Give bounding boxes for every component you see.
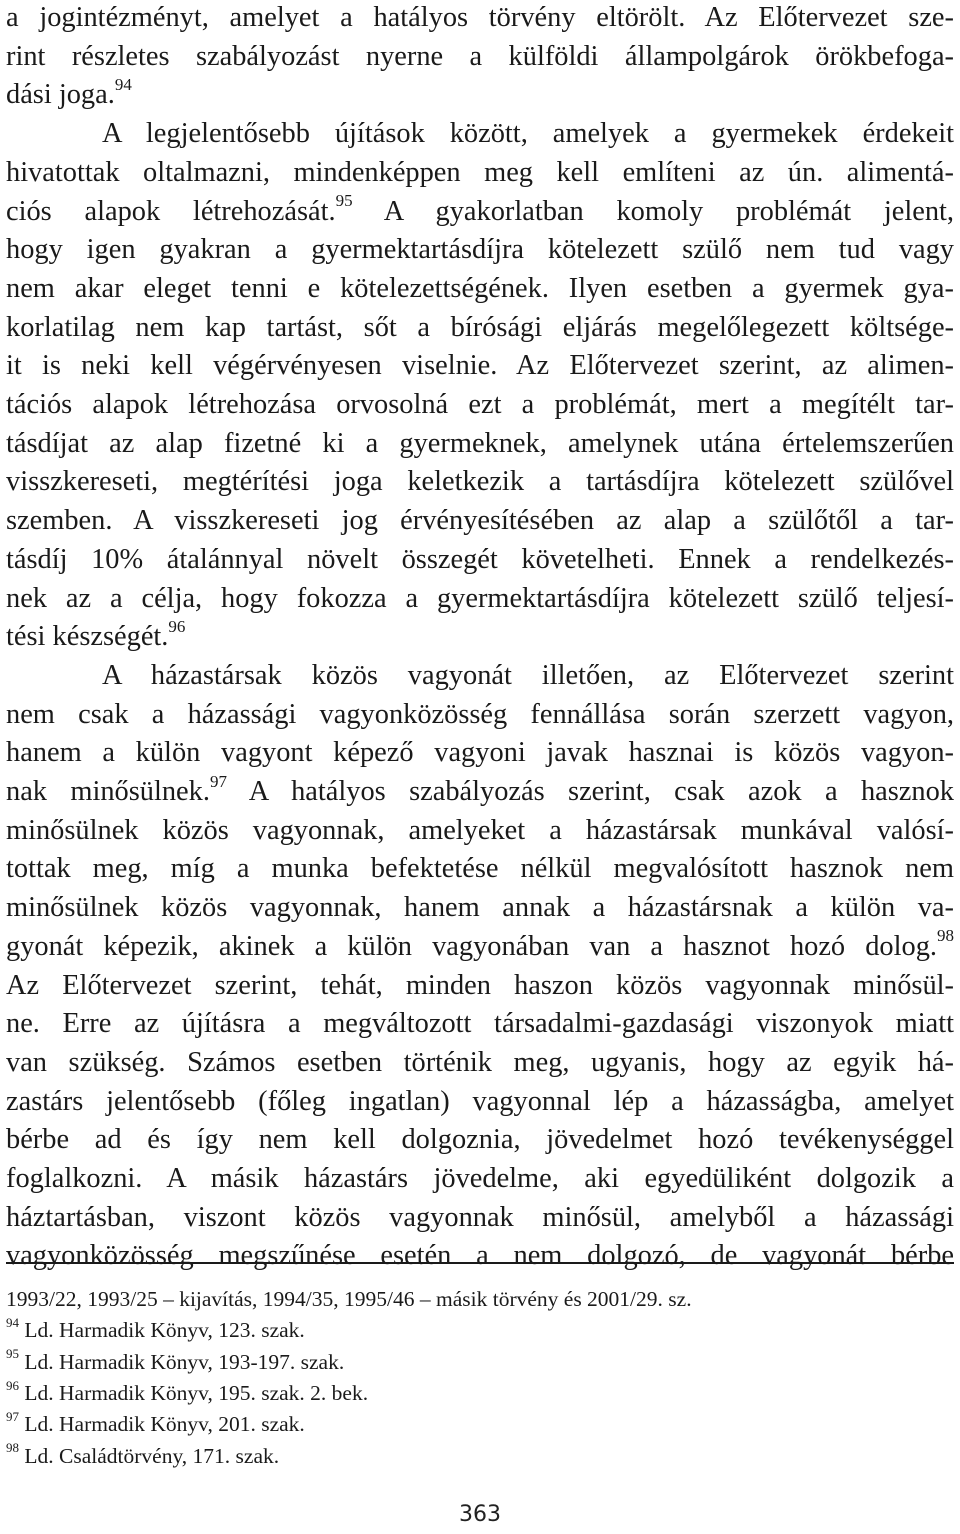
page-number: 363 bbox=[459, 1502, 501, 1527]
footnote-text: 1993/22, 1993/25 – kijavítás, 1994/35, 1995/46 – másik törvény és 2001/29. sz. bbox=[6, 1287, 692, 1311]
text-line bbox=[6, 387, 954, 423]
line-text: ciós alapok létrehozását. bbox=[6, 195, 336, 227]
footnote-number: 98 bbox=[6, 1440, 19, 1456]
line-text: minősülnek közös vagyonnak, hanem annak a házastársnak a külön va- bbox=[6, 892, 954, 924]
text-line bbox=[6, 542, 954, 578]
line-text: visszkereseti, megtérítési joga keletkezik a tartásdíjra kötelezett szülővel bbox=[6, 466, 954, 498]
footnote bbox=[6, 1379, 954, 1407]
line-text: hivatottak oltalmazni, mindenképpen meg kell említeni az ún. alimentá- bbox=[6, 156, 954, 188]
line-text: hanem a külön vagyont képező vagyoni javak hasznai is közös vagyon- bbox=[6, 737, 954, 769]
line-text: A gyakorlatban komoly problémát jelent, bbox=[352, 195, 955, 227]
footnote bbox=[6, 1348, 954, 1376]
line-text: tásdíjat az alap fizetné ki a gyermeknek, amelynek utána értelemszerűen bbox=[6, 427, 954, 459]
text-line bbox=[6, 813, 954, 849]
text-line bbox=[6, 348, 954, 384]
footnote-number: 97 bbox=[6, 1409, 19, 1425]
text-line bbox=[102, 658, 954, 694]
line-text: hogy igen gyakran a gyermektartásdíjra kötelezett szülő nem tud vagy bbox=[6, 234, 954, 266]
text-line bbox=[6, 232, 954, 268]
line-text: korlatilag nem kap tartást, sőt a bírósági eljárás megelőlegezett költsége- bbox=[6, 311, 954, 343]
line-text: bérbe ad és így nem kell dolgoznia, jövedelmet hozó tevékenységgel bbox=[6, 1124, 954, 1156]
footnote-number: 94 bbox=[6, 1315, 19, 1331]
line-text: Az Előtervezet szerint, tehát, minden haszon közös vagyonnak minősül- bbox=[6, 969, 954, 1001]
line-text: ne. Erre az újításra a megváltozott társadalmi-gazdasági viszonyok miatt bbox=[6, 1008, 954, 1040]
line-text: A házastársak közös vagyonát illetően, az Előtervezet szerint bbox=[102, 659, 954, 691]
line-text: gyonát képezik, akinek a külön vagyonában van a hasznot hozó dolog. bbox=[6, 930, 937, 962]
line-text: a jogintézményt, amelyet a hatályos törvény eltörölt. Az Előtervezet sze- bbox=[6, 2, 954, 33]
footnote-number: 95 bbox=[6, 1346, 19, 1362]
line-text: tációs alapok létrehozása orvosolná ezt a problémát, mert a megítélt tar- bbox=[6, 389, 954, 420]
text-line bbox=[6, 1238, 954, 1274]
footnote bbox=[6, 1442, 954, 1470]
text-line bbox=[6, 616, 954, 655]
text-line bbox=[6, 1161, 954, 1197]
text-line bbox=[6, 697, 954, 733]
line-text: it is neki kell végérvényesen viselnie. Az Előtervezet szerint, az alimen- bbox=[6, 350, 954, 382]
footnote-ref[interactable]: 97 bbox=[209, 771, 227, 791]
text-line bbox=[6, 735, 954, 771]
line-text: rint részletes szabályozást nyerne a külföldi állampolgárok örökbefoga- bbox=[6, 40, 954, 72]
line-text: nem csak a házassági vagyonközösség fennállása során szerzett vagyon, bbox=[6, 698, 954, 730]
text-line bbox=[102, 116, 954, 152]
line-text: zastárs jelentősebb (főleg ingatlan) vagyonnal lép a házasságba, amelyet bbox=[6, 1085, 954, 1117]
footnote-number: 96 bbox=[6, 1377, 19, 1393]
line-text: foglalkozni. A másik házastárs jövedelme, aki egyedüliként dolgozik a bbox=[6, 1163, 954, 1194]
text-line bbox=[6, 310, 954, 346]
footnote-text: Ld. Harmadik Könyv, 193-197. szak. bbox=[19, 1349, 345, 1374]
line-text: nem akar eleget tenni e kötelezettségének. Ilyen esetben a gyermek gya- bbox=[6, 272, 954, 304]
line-text: tottak meg, míg a munka befektetése nélkül megvalósított hasznok nem bbox=[6, 853, 954, 885]
footnote-ref[interactable]: 95 bbox=[335, 191, 353, 211]
footnote bbox=[6, 1316, 954, 1344]
text-line bbox=[6, 890, 954, 926]
text-line bbox=[6, 74, 954, 113]
text-line bbox=[6, 1006, 954, 1042]
text-line bbox=[6, 503, 954, 539]
footnote-ref[interactable]: 96 bbox=[168, 616, 186, 636]
text-line bbox=[6, 155, 954, 191]
line-text: van szükség. Számos esetben történik meg, ugyanis, hogy az egyik há- bbox=[6, 1046, 954, 1078]
line-text: tásdíj 10% átalánnyal növelt összegét követelheti. Ennek a rendelkezés- bbox=[6, 543, 954, 575]
line-text: nek az a célja, hogy fokozza a gyermektartásdíjra kötelezett szülő teljesí- bbox=[6, 582, 954, 614]
footnote-ref[interactable]: 94 bbox=[114, 74, 132, 94]
line-text: A hatályos szabályozás szerint, csak azok a hasznok bbox=[226, 776, 954, 807]
footnote bbox=[6, 1285, 954, 1313]
footnote bbox=[6, 1410, 954, 1438]
line-text: szemben. A visszkereseti jog érvényesítésében az alap a szülőtől a tar- bbox=[6, 505, 954, 537]
text-line bbox=[6, 271, 954, 307]
text-line bbox=[6, 426, 954, 462]
text-line bbox=[6, 1084, 954, 1120]
footnote-text: Ld. Harmadik Könyv, 201. szak. bbox=[19, 1412, 305, 1437]
line-text: tési készségét. bbox=[6, 621, 169, 653]
footnote-text: Ld. Harmadik Könyv, 195. szak. 2. bek. bbox=[19, 1380, 369, 1405]
text-line bbox=[6, 0, 954, 36]
text-line bbox=[6, 851, 954, 887]
text-line bbox=[6, 464, 954, 500]
text-line bbox=[6, 39, 954, 75]
line-text: vagyonközösség megszűnése esetén a nem dolgozó, de vagyonát bérbe bbox=[6, 1240, 954, 1272]
text-line bbox=[6, 581, 954, 617]
text-line bbox=[6, 968, 954, 1004]
text-line bbox=[6, 1200, 954, 1236]
footnote-separator bbox=[6, 1262, 954, 1264]
text-line bbox=[6, 771, 954, 810]
line-text: háztartásban, viszont közös vagyonnak minősül, amelyből a házassági bbox=[6, 1201, 954, 1233]
line-text: A legjelentősebb újítások között, amelyek a gyermekek érdekeit bbox=[102, 118, 954, 150]
line-text: minősülnek közös vagyonnak, amelyeket a házastársak munkával valósí- bbox=[6, 814, 954, 846]
text-line bbox=[6, 926, 954, 965]
footnote-text: Ld. Harmadik Könyv, 123. szak. bbox=[19, 1318, 305, 1343]
line-text: dási joga. bbox=[6, 79, 115, 111]
footnote-text: Ld. Családtörvény, 171. szak. bbox=[19, 1443, 280, 1468]
line-text: nak minősülnek. bbox=[6, 776, 210, 807]
footnote-ref[interactable]: 98 bbox=[937, 926, 954, 946]
text-line bbox=[6, 1045, 954, 1081]
text-line bbox=[6, 1122, 954, 1158]
text-line bbox=[6, 191, 955, 230]
